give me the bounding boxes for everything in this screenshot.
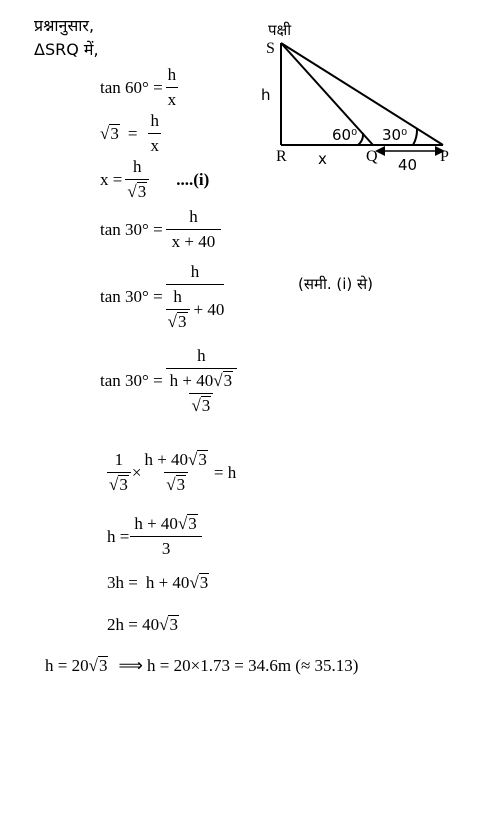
bird-label: पक्षी bbox=[268, 21, 292, 39]
triangle-heading: ΔSRQ में, bbox=[34, 40, 99, 59]
sqrt-symbol: √ 3 bbox=[88, 656, 108, 675]
line-sp bbox=[281, 43, 443, 145]
vertex-s-label: S bbox=[266, 40, 275, 57]
fraction: 1 √ 3 bbox=[107, 450, 131, 495]
equation-root3: √ 3 = $\frac{h}{x}$ bbox=[100, 111, 159, 155]
fraction: h h + 40 √ 3 √ 3 bbox=[166, 346, 237, 416]
equation-combined: tan 30° = h h + 40 √ 3 √ 3 bbox=[100, 346, 240, 416]
height-label: h bbox=[261, 86, 271, 104]
angle-arc-60 bbox=[358, 133, 363, 145]
sqrt-symbol: √ 3 bbox=[189, 573, 209, 592]
equation-h-fraction: h = h + 40 √ 3 3 bbox=[107, 514, 203, 559]
intro-heading: प्रश्नानुसार, bbox=[34, 16, 95, 35]
angle-60-label: 60⁰ bbox=[332, 126, 358, 144]
vertex-r-label: R bbox=[276, 148, 287, 165]
distance-40-label: 40 bbox=[398, 156, 418, 174]
fraction: h h √ 3 + 40 bbox=[167, 262, 225, 331]
vertex-q-label: Q bbox=[366, 148, 378, 165]
equation-tan60: tan 60° = $\frac{h}{x}$ bbox=[100, 65, 177, 109]
angle-30-label: 30⁰ bbox=[382, 126, 408, 144]
vertex-p-label: P bbox=[440, 148, 449, 165]
equation-2h: 2h = 40 √ 3 bbox=[107, 615, 178, 634]
fraction: $\frac{h}{x}$ bbox=[150, 111, 159, 155]
fraction: $\frac{h}{x + 40}$ bbox=[166, 207, 222, 252]
equation-x: x = h √ 3 ....(i) bbox=[100, 157, 210, 201]
substitution-note: (समी. (i) से) bbox=[298, 275, 374, 293]
equation-cross-multiply: 1 √ 3 × h + 40 √ 3 √ 3 = h bbox=[109, 450, 237, 494]
sqrt-symbol: √ 3 bbox=[100, 123, 119, 143]
sqrt-symbol: √ 3 bbox=[159, 615, 178, 634]
angle-arc-30 bbox=[413, 129, 417, 145]
fraction: h + 40 √ 3 √ 3 bbox=[144, 450, 207, 494]
base-x-label: x bbox=[318, 150, 327, 168]
equation-tag: ....(i) bbox=[176, 169, 210, 189]
equation-substitution: tan 30° = h h √ 3 + 40 bbox=[100, 262, 225, 331]
equation-3h: 3h = h + 40 √ 3 bbox=[107, 573, 209, 592]
line-sq bbox=[281, 43, 373, 145]
equation-tan30: tan 30° = $\frac{h}{x + 40}$ bbox=[100, 207, 224, 252]
final-answer: h = 20 √ 3 ⟹ h = 20×1.73 = 34.6m (≈ 35.13) bbox=[45, 656, 359, 675]
fraction: h + 40 √ 3 3 bbox=[132, 514, 199, 559]
fraction: h √ 3 bbox=[125, 157, 149, 202]
fraction: $\frac{h}{x}$ bbox=[167, 65, 177, 109]
triangle-figure bbox=[255, 18, 470, 178]
